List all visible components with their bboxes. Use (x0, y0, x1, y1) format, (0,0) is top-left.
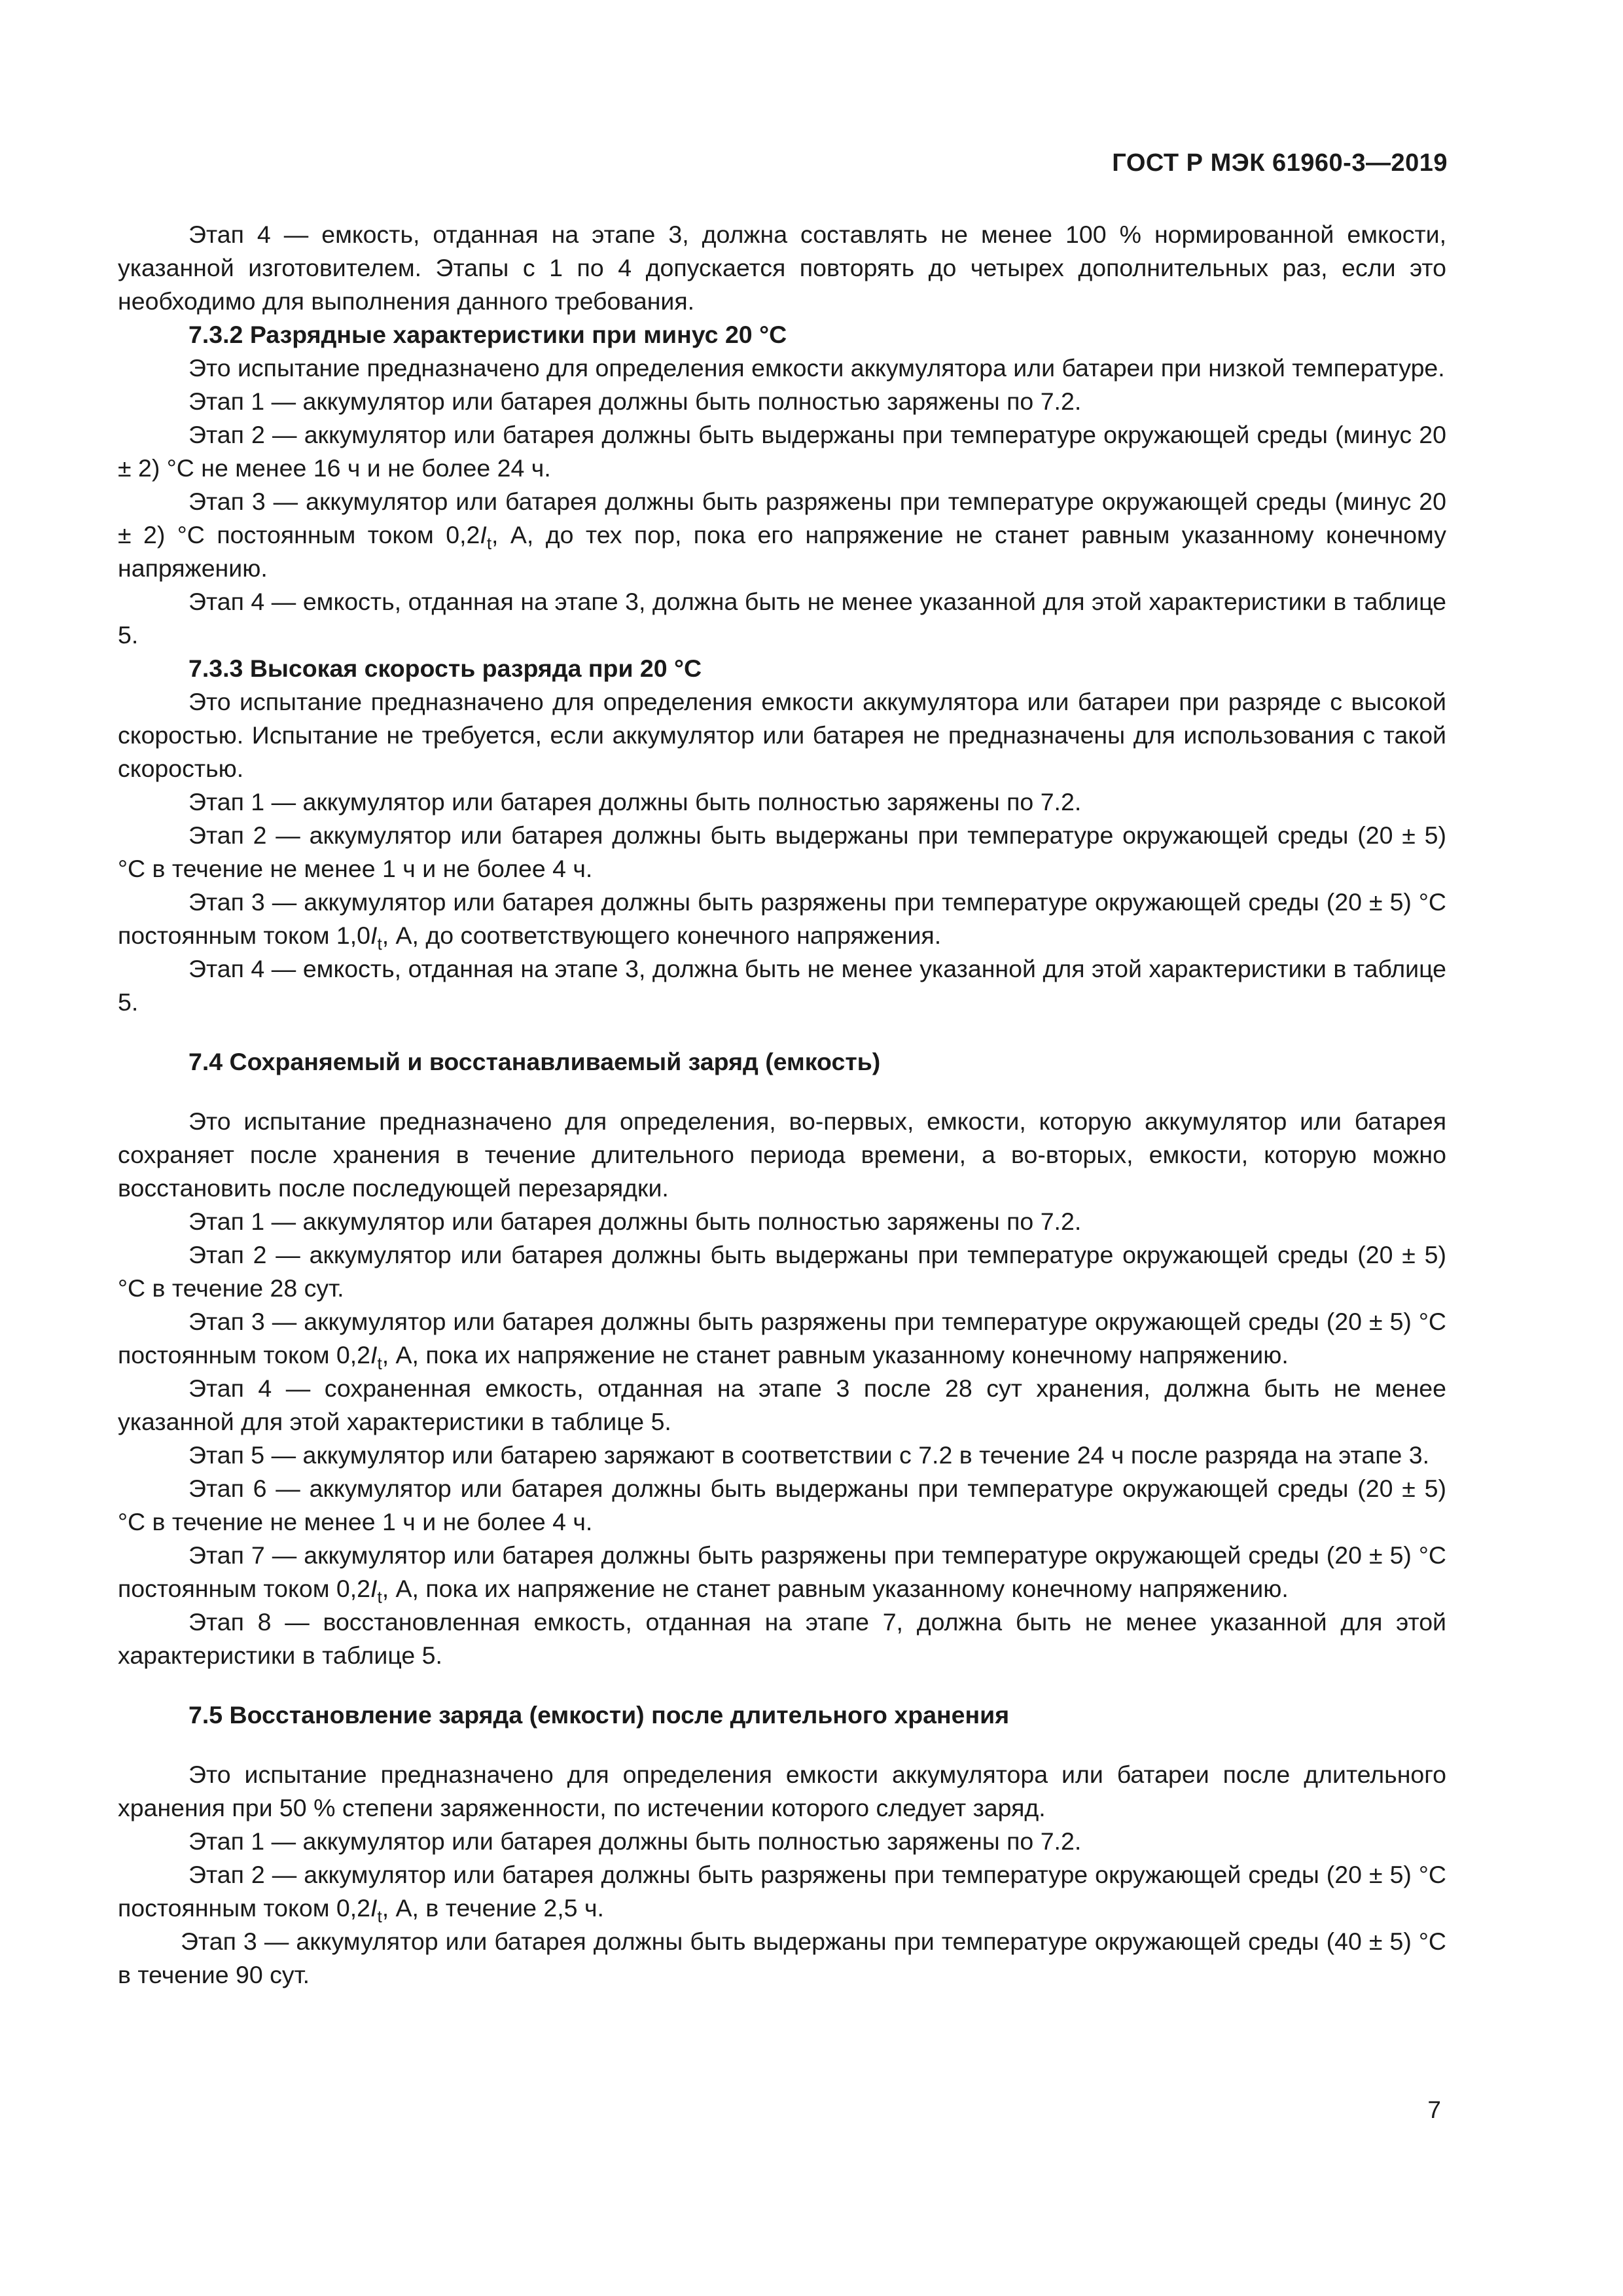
current-symbol: I (370, 1575, 378, 1602)
current-subscript: t (377, 1587, 382, 1607)
text-fragment: , А, до соответствующего конечного напряжения. (382, 922, 942, 949)
text-fragment: , А, в течение 2,5 ч. (382, 1894, 604, 1922)
paragraph-with-formula (118, 886, 1446, 952)
document-header-id: ГОСТ Р МЭК 61960-3—2019 (1112, 149, 1448, 177)
paragraph: Этап 1 — аккумулятор или батарея должны быть полностью заряжены по 7.2. (188, 1208, 1082, 1235)
paragraph: Этап 4 — емкость, отданная на этапе 3, должна составлять не менее 100 % нормированной емкости, указанной изготовителем. Этапы с 1 по 4 допускается повторять до четырех дополнительных раз, если это необходимо для выполнения данного требования. (118, 221, 1446, 315)
text-fragment: Этап 3 — аккумулятор или батарея должны быть разряжены при температуре окружающей среды (20 ± 5) °С постоянным током 0,2 (118, 1308, 1446, 1369)
paragraph: Этап 1 — аккумулятор или батарея должны быть полностью заряжены по 7.2. (188, 387, 1082, 415)
paragraph: Это испытание предназначено для определения, во-первых, емкости, которую аккумулятор или батарея сохраняет после хранения в течение длительного периода времени, а во-вторых, емкости, которую можно восстановить после последующей перезарядки. (118, 1107, 1446, 1202)
paragraph: Этап 2 — аккумулятор или батарея должны быть выдержаны при температуре окружающей среды (минус 20 ± 2) °С не менее 16 ч и не более 24 ч. (118, 421, 1446, 482)
paragraph: Этап 2 — аккумулятор или батарея должны быть выдержаны при температуре окружающей среды (20 ± 5) °С в течение 28 сут. (118, 1241, 1446, 1302)
text-fragment: , А, до тех пор, пока его напряжение не станет равным указанному конечному напряжению. (118, 521, 1446, 582)
paragraph: Этап 4 — емкость, отданная на этапе 3, должна быть не менее указанной для этой характеристики в таблице 5. (118, 588, 1446, 649)
paragraph-with-formula (118, 1305, 1446, 1372)
text-fragment: Этап 3 — аккумулятор или батарея должны быть разряжены при температуре окружающей среды (минус 20 ± 2) °С постоянным током 0,2 (118, 488, 1446, 548)
page-number: 7 (1427, 2096, 1441, 2123)
section-heading-7-3-3: 7.3.3 Высокая скорость разряда при 20 °С (188, 655, 702, 682)
text-fragment: , А, пока их напряжение не станет равным указанному конечному напряжению. (382, 1575, 1289, 1602)
text-fragment: Этап 7 — аккумулятор или батарея должны быть разряжены при температуре окружающей среды (20 ± 5) °С постоянным током 0,2 (118, 1541, 1446, 1602)
section-heading-7-3-2: 7.3.2 Разрядные характеристики при минус 20 °С (188, 321, 787, 348)
current-subscript: t (377, 1907, 382, 1926)
paragraph: Этап 4 — сохраненная емкость, отданная на этапе 3 после 28 сут хранения, должна быть не менее указанной для этой характеристики в таблице 5. (118, 1374, 1446, 1435)
paragraph: Этап 8 — восстановленная емкость, отданная на этапе 7, должна быть не менее указанной для этой характеристики в таблице 5. (118, 1608, 1446, 1669)
paragraph-with-formula (118, 1858, 1446, 1925)
paragraph: Этап 6 — аккумулятор или батарея должны быть выдержаны при температуре окружающей среды (20 ± 5) °С в течение не менее 1 ч и не более 4 ч. (118, 1475, 1446, 1535)
current-subscript: t (486, 533, 492, 553)
current-subscript: t (377, 934, 382, 954)
paragraph: Этап 1 — аккумулятор или батарея должны быть полностью заряжены по 7.2. (188, 1827, 1082, 1855)
paragraph-with-formula (118, 1539, 1446, 1605)
paragraph-with-formula (118, 485, 1446, 585)
text-fragment: , А, пока их напряжение не станет равным указанному конечному напряжению. (382, 1341, 1289, 1369)
section-heading-7-4: 7.4 Сохраняемый и восстанавливаемый заряд (емкость) (188, 1048, 881, 1075)
current-symbol: I (370, 922, 378, 949)
section-heading-7-5: 7.5 Восстановление заряда (емкости) после длительного хранения (188, 1701, 1010, 1729)
current-symbol: I (370, 1341, 378, 1369)
paragraph: Это испытание предназначено для определения емкости аккумулятора или батареи после длительного хранения при 50 % степени заряженности, по истечении которого следует заряд. (118, 1761, 1446, 1821)
document-body (118, 218, 1446, 1992)
text-fragment: Этап 2 — аккумулятор или батарея должны быть разряжены при температуре окружающей среды (20 ± 5) °С постоянным током 0,2 (118, 1861, 1446, 1922)
paragraph: Этап 1 — аккумулятор или батарея должны быть полностью заряжены по 7.2. (188, 788, 1082, 816)
current-subscript: t (377, 1354, 382, 1373)
paragraph: Этап 4 — емкость, отданная на этапе 3, должна быть не менее указанной для этой характеристики в таблице 5. (118, 955, 1446, 1016)
current-symbol: I (480, 521, 487, 548)
text-fragment: Этап 3 — аккумулятор или батарея должны быть разряжены при температуре окружающей среды (20 ± 5) °С постоянным током 1,0 (118, 888, 1446, 949)
paragraph: Этап 2 — аккумулятор или батарея должны быть выдержаны при температуре окружающей среды (20 ± 5) °С в течение не менее 1 ч и не более 4 ч. (118, 821, 1446, 882)
paragraph: Этап 5 — аккумулятор или батарею заряжают в соответствии с 7.2 в течение 24 ч после разряда на этапе 3. (188, 1441, 1430, 1469)
paragraph: Этап 3 — аккумулятор или батарея должны быть выдержаны при температуре окружающей среды (40 ± 5) °С в течение 90 сут. (118, 1928, 1446, 1988)
paragraph: Это испытание предназначено для определения емкости аккумулятора или батареи при низкой температуре. (188, 354, 1445, 382)
paragraph: Это испытание предназначено для определения емкости аккумулятора или батареи при разряде с высокой скоростью. Испытание не требуется, если аккумулятор или батарея не предназначены для использования с такой скоростью. (118, 688, 1446, 782)
current-symbol: I (370, 1894, 378, 1922)
